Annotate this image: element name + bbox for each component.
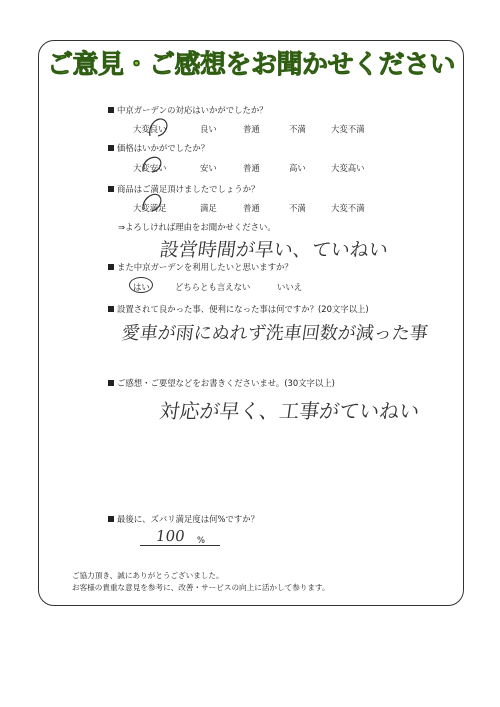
q3-option-1: 大変満足 (133, 203, 167, 213)
q2-option-1: 大変安い (133, 163, 167, 173)
question-1 (108, 104, 268, 116)
question-3 (108, 183, 259, 195)
q6-handwritten-answer: 対応が早く、工事がていねい (158, 399, 422, 423)
question-6 (108, 377, 335, 389)
q1-option-3: 普通 (243, 124, 260, 134)
page-title: ご意見・ご感想をお聞かせください (46, 50, 455, 80)
q7-handwritten-answer: 100 (154, 527, 186, 545)
q4-selected-circle (129, 277, 153, 293)
q1-option-1: 大変良い (133, 124, 167, 134)
q3-reason-prompt: ⇒よろしければ理由をお聞かせください。 (118, 222, 276, 232)
footer-note: お客様の貴重な意見を参考に、改善・サービスの向上に活かして参ります。 (72, 583, 330, 592)
q4-option-neutral: どちらとも言えない (175, 282, 251, 292)
question-4-label: また中京ガーデンを利用したいと思いますか？ (117, 262, 293, 272)
q4-option-no: いいえ (277, 282, 303, 292)
q1-option-5: 大変不満 (331, 124, 365, 134)
question-1-label: 中京ガーデンの対応はいかがでしたか？ (117, 105, 268, 115)
bullet-square-icon (108, 306, 114, 312)
bullet-square-icon (108, 186, 114, 192)
question-7 (108, 513, 259, 525)
q4-option-yes: はい (133, 282, 150, 292)
bullet-square-icon (108, 264, 114, 270)
bullet-square-icon (108, 516, 114, 522)
q1-option-4: 不満 (289, 124, 306, 134)
q5-handwritten-answer: 愛車が雨にぬれず洗車回数が減った事 (120, 323, 430, 344)
q3-option-5: 大変不満 (331, 203, 365, 213)
question-2-label: 価格はいかがでしたか？ (117, 143, 210, 153)
q3-option-4: 不満 (289, 203, 306, 213)
bullet-square-icon (108, 380, 114, 386)
question-5-label: 設置されて良かった事、便利になった事は何ですか？(20文字以上) (117, 304, 369, 314)
q1-option-2: 良い (200, 124, 217, 134)
q3-handwritten-answer: 設営時間が早い、ていねい (158, 239, 390, 261)
q2-selection-mark (140, 153, 166, 175)
q1-selection-mark (146, 114, 172, 140)
question-5 (108, 303, 369, 315)
q2-option-5: 大変高い (331, 163, 365, 173)
q2-option-2: 安い (200, 163, 217, 173)
q3-option-2: 満足 (200, 203, 217, 213)
question-4 (108, 261, 293, 273)
question-7-label: 最後に、ズバリ満足度は何%ですか？ (117, 514, 259, 524)
q3-selection-mark (140, 190, 166, 214)
footer-thanks: ご協力頂き、誠にありがとうございました。 (72, 571, 224, 580)
q7-answer-underline (140, 545, 220, 546)
q2-option-4: 高い (289, 163, 306, 173)
q3-option-3: 普通 (243, 203, 260, 213)
bullet-square-icon (108, 107, 114, 113)
q2-option-3: 普通 (243, 163, 260, 173)
q7-percent-unit: % (197, 535, 205, 545)
question-3-label: 商品はご満足頂けましたでしょうか？ (117, 184, 260, 194)
question-6-label: ご感想・ご要望などをお書きくださいませ。(30文字以上) (117, 378, 335, 388)
bullet-square-icon (108, 145, 114, 151)
